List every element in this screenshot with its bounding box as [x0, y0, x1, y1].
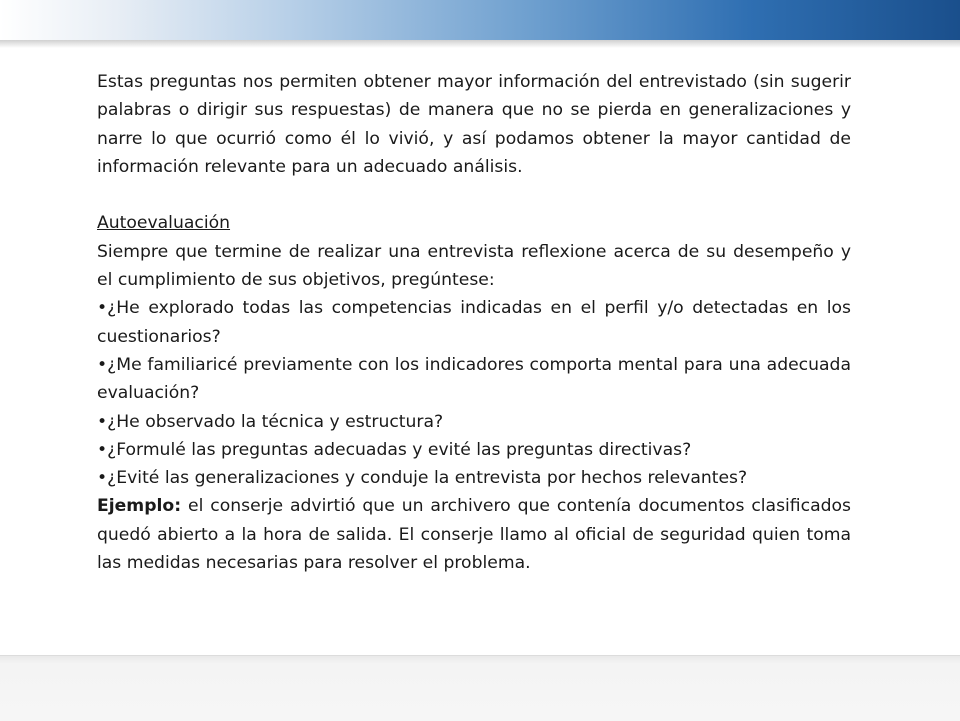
top-banner: [0, 0, 960, 40]
intro-paragraph: Estas preguntas nos permiten obtener mayor información del entrevistado (sin sugerir palabras o dirigir sus respuestas) de manera que no se pierda en generalizaciones y narre lo que ocurrió como él lo vivió, y así podamos obtener la mayor cantidad de información relevante para un adecuado análisis.: [97, 72, 851, 177]
bullet-item: •¿Evité las generalizaciones y conduje la entrevista por hechos relevantes?: [97, 468, 748, 489]
paragraph-spacer: [97, 181, 851, 209]
example-label: Ejemplo:: [97, 496, 182, 517]
bullet-item: •¿Me familiaricé previamente con los indicadores comporta mental para una adecuada evaluación?: [97, 354, 851, 404]
bullet-item: •¿Formulé las preguntas adecuadas y evité las preguntas directivas?: [97, 439, 692, 460]
bullet-item: •¿He explorado todas las competencias indicadas en el perfil y/o detectadas en los cuestionarios?: [97, 298, 851, 347]
example-text: el conserje advirtió que un archivero que contenía documentos clasificados quedó abierto a la hora de salida. El conserje llamo al oficial de seguridad quien toma las medidas necesarias para resolver el problema.: [97, 496, 851, 574]
bottom-band: [0, 655, 960, 721]
section-heading: Autoevaluación: [97, 213, 231, 234]
lead-paragraph: Siempre que termine de realizar una entrevista reflexione acerca de su desempeño y el cumplimiento de sus objetivos, pregúntese:: [97, 241, 851, 291]
slide-content: [97, 68, 851, 577]
example-paragraph: [97, 492, 851, 577]
bullet-item: •¿He observado la técnica y estructura?: [97, 411, 444, 432]
top-banner-shadow: [0, 40, 960, 48]
